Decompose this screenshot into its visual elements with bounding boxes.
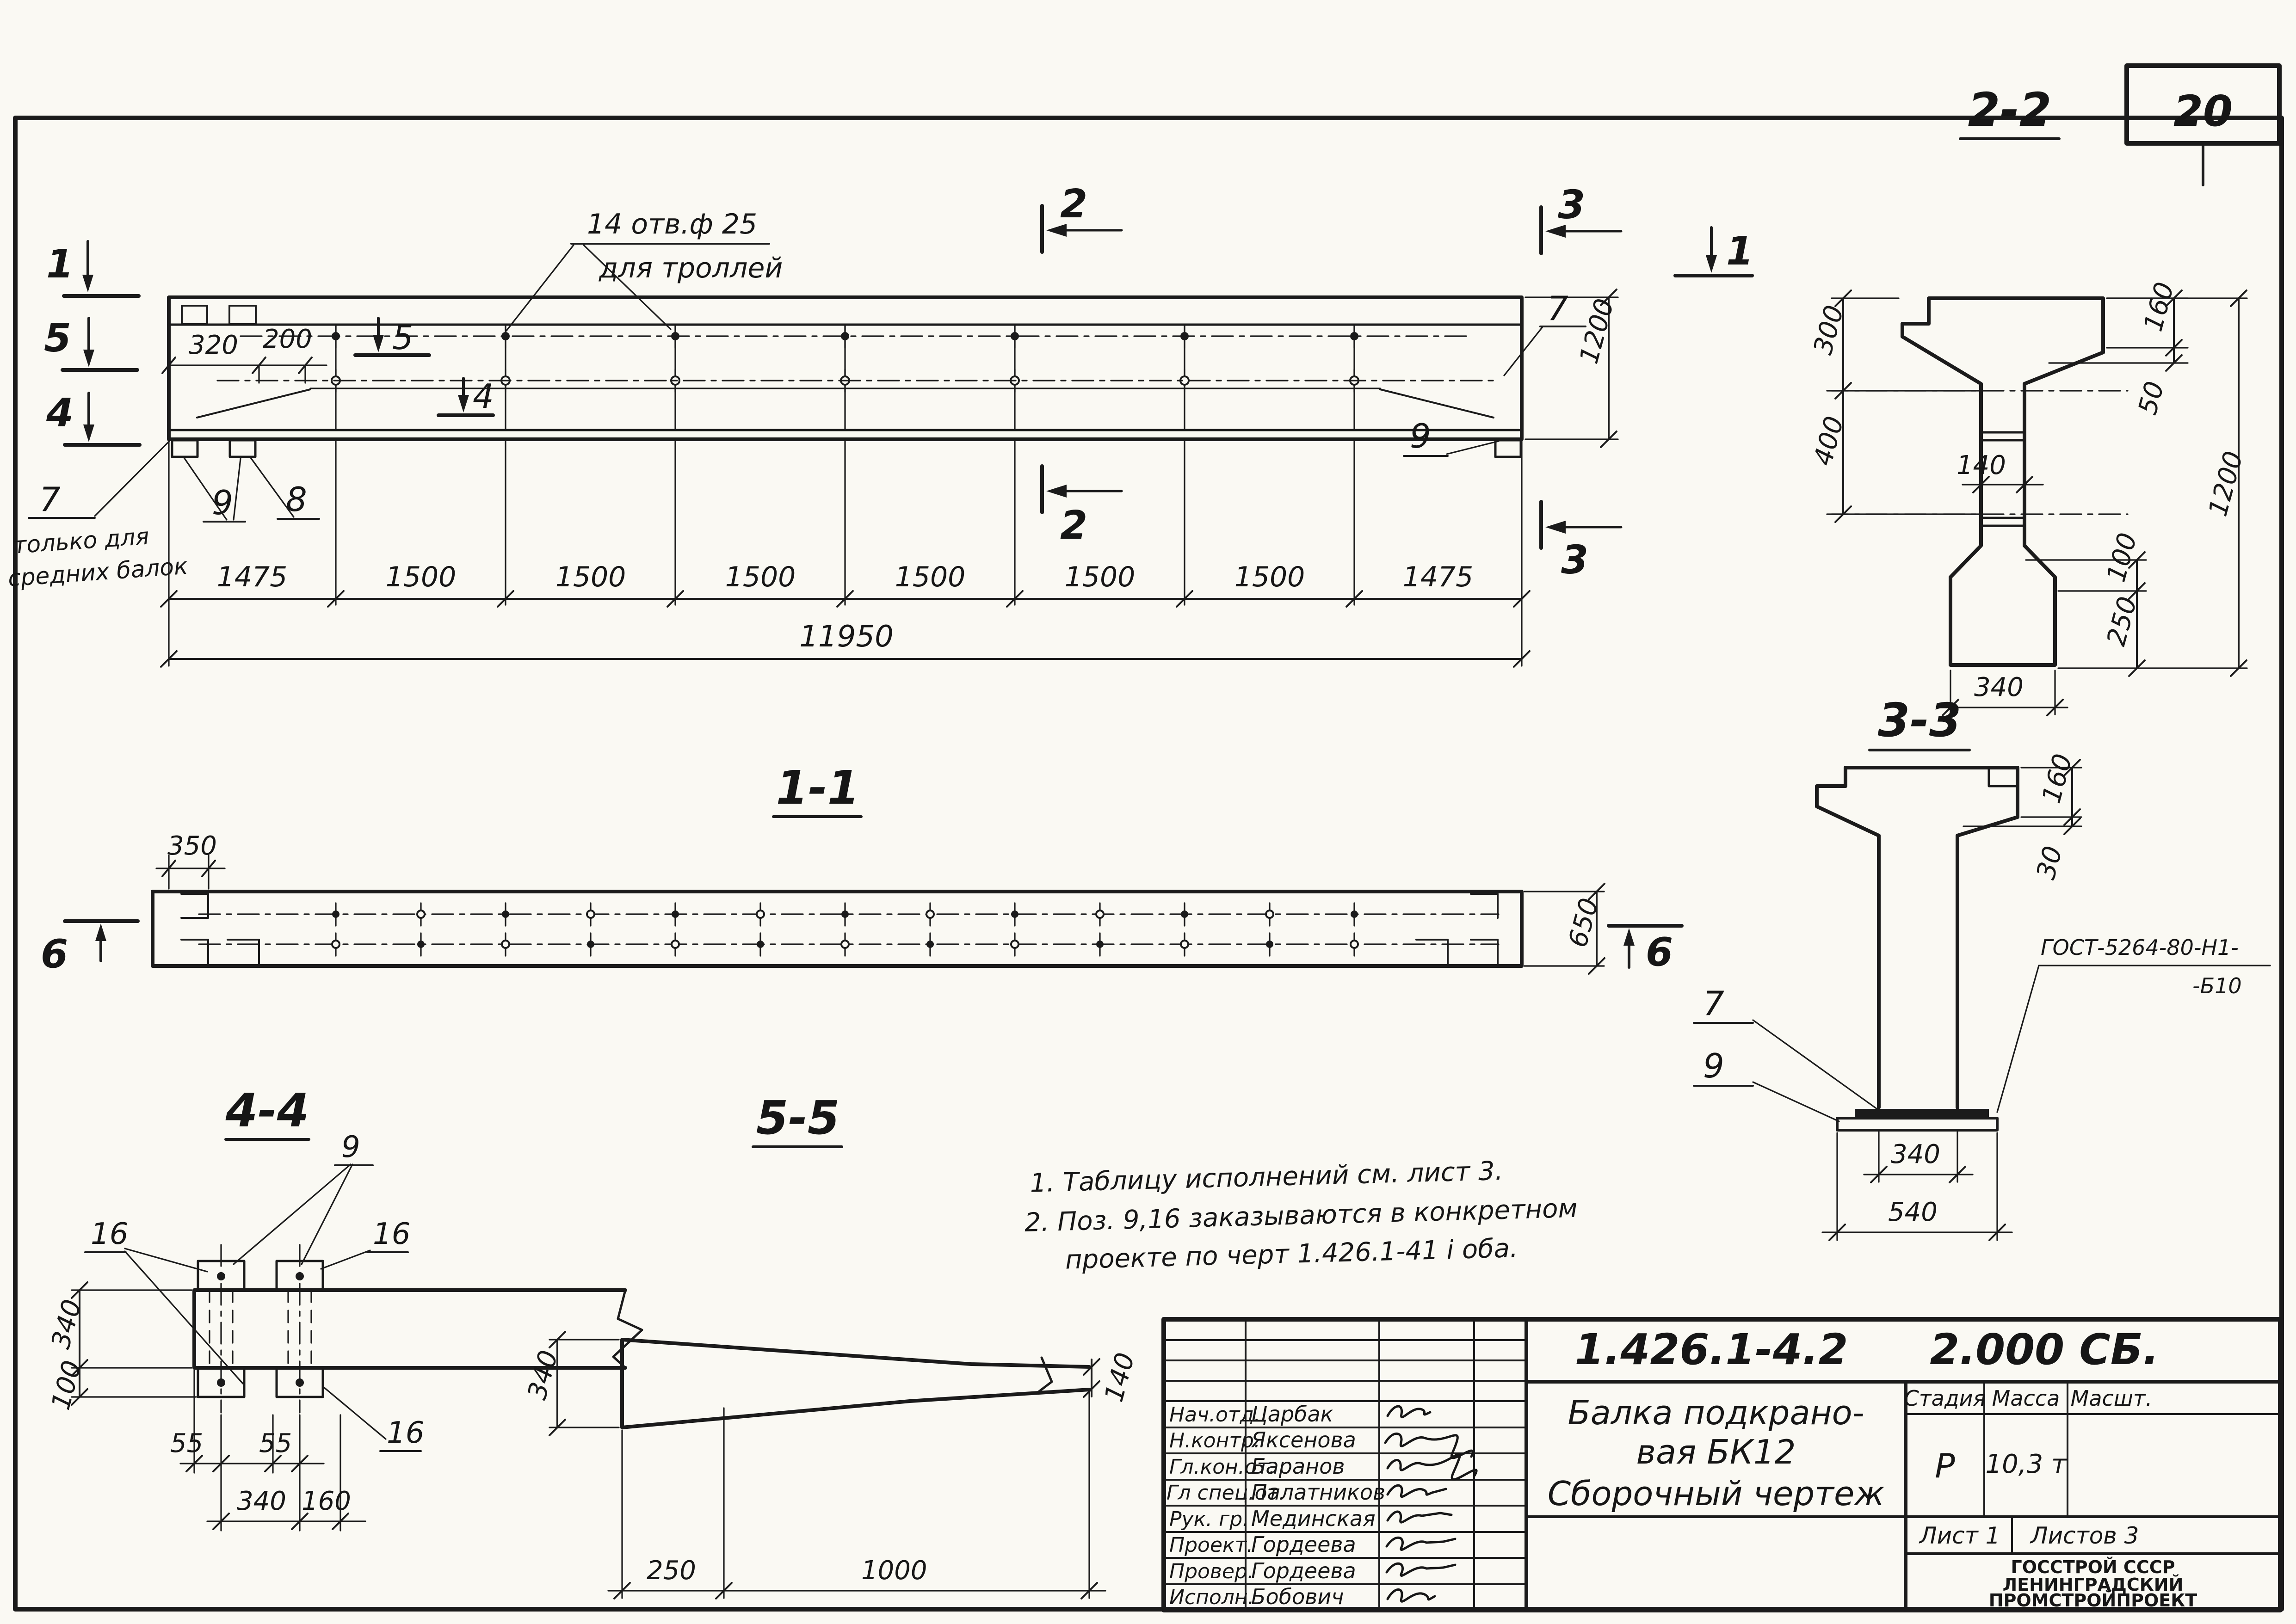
svg-text:7: 7 <box>39 480 61 519</box>
svg-text:160: 160 <box>2036 750 2079 806</box>
section-5-5-title: 5-5 <box>756 1091 840 1145</box>
svg-text:1500: 1500 <box>1234 561 1305 593</box>
row-role: Исполн. <box>1169 1586 1254 1609</box>
pos-9-44 <box>234 1130 373 1264</box>
dim-340-55 <box>522 1332 619 1435</box>
svg-text:6: 6 <box>1646 929 1673 975</box>
row-name: Мединская <box>1251 1506 1376 1531</box>
svg-text:6: 6 <box>41 931 68 977</box>
product-title-3: Сборочный чертеж <box>1547 1474 1885 1513</box>
svg-text:140: 140 <box>1957 450 2006 480</box>
svg-text:1500: 1500 <box>1064 561 1136 593</box>
doc-code-2: 2.000 СБ. <box>1930 1325 2159 1374</box>
hole-note-line1: 14 отв.ф 25 <box>587 208 758 240</box>
row-name: Палатников <box>1251 1480 1386 1505</box>
row-role: Провер. <box>1169 1560 1254 1583</box>
dim-200: 200 <box>263 324 312 354</box>
svg-text:30: 30 <box>2031 843 2068 883</box>
svg-text:1500: 1500 <box>725 561 796 593</box>
dim-320: 320 <box>189 330 238 360</box>
cut-mark-5-left <box>44 315 137 370</box>
page-number: 20 <box>2173 86 2233 136</box>
dim-350 <box>156 831 225 889</box>
sheet-count: Листов 3 <box>2031 1522 2139 1549</box>
svg-text:100: 100 <box>45 1357 88 1413</box>
product-title-1: Балка подкрано- <box>1568 1393 1864 1432</box>
signature-scribble <box>1388 1512 1451 1522</box>
svg-text:5: 5 <box>44 315 72 361</box>
note-2-cont: проекте по черт 1.426.1-41 і оба. <box>1065 1233 1518 1275</box>
svg-text:5: 5 <box>392 318 414 357</box>
svg-text:250: 250 <box>2101 593 2143 649</box>
dim-row-total <box>161 620 1530 667</box>
pos-16-bottom <box>324 1387 424 1451</box>
svg-text:1200: 1200 <box>1574 295 1620 367</box>
product-title-2: вая БК12 <box>1636 1433 1796 1471</box>
section-1-1 <box>41 761 1682 977</box>
dim-1200-right <box>1525 289 1620 447</box>
svg-text:340: 340 <box>237 1486 286 1516</box>
note-1: 1. Таблицу исполнений см. лист 3. <box>1029 1156 1504 1199</box>
cut-mark-3-top <box>1541 182 1621 253</box>
col-mass: Масса <box>1992 1386 2060 1411</box>
weld-note-line1: ГОСТ-5264-80-Н1- <box>2041 935 2239 960</box>
row-name: Гордеева <box>1251 1532 1356 1557</box>
section-3-3 <box>1694 693 2270 1240</box>
row-name: Бобович <box>1251 1584 1344 1609</box>
row-role: Н.контр. <box>1169 1429 1260 1452</box>
svg-text:100: 100 <box>2101 529 2143 585</box>
svg-text:2: 2 <box>1060 503 1088 548</box>
svg-text:650: 650 <box>1562 895 1605 951</box>
cut-mark-2-bottom <box>1042 466 1122 548</box>
signature-scribble <box>1388 1589 1435 1601</box>
pos-7-right <box>1504 289 1586 375</box>
col-scale: Масшт. <box>2070 1386 2153 1411</box>
svg-text:4: 4 <box>473 377 494 416</box>
pos-16-right <box>321 1217 410 1269</box>
svg-text:1200: 1200 <box>2203 448 2249 520</box>
dim-340-540 <box>1822 1132 2012 1240</box>
hole-note-line2: для троллей <box>599 252 783 284</box>
bearing-pad <box>172 440 198 457</box>
svg-text:1500: 1500 <box>385 561 457 593</box>
cut-mark-2-top <box>1042 181 1122 252</box>
cut-mark-6-left <box>41 921 138 977</box>
anchor-studs <box>198 1245 323 1413</box>
svg-text:340: 340 <box>1974 672 2024 702</box>
section-4-4-title: 4-4 <box>225 1083 309 1138</box>
doc-code: 1.426.1-4.2 <box>1574 1325 1848 1374</box>
svg-text:9: 9 <box>341 1130 360 1164</box>
svg-text:140: 140 <box>1099 1349 1141 1405</box>
cut-mark-3-bottom <box>1541 502 1621 583</box>
hole-note <box>506 208 783 331</box>
dim-bottom-44 <box>170 1371 365 1531</box>
pos-9-33 <box>1694 1046 1839 1121</box>
dim-650 <box>1524 884 1605 974</box>
svg-text:16: 16 <box>387 1416 425 1450</box>
elevation-view <box>5 181 1753 667</box>
note-left-line1: только для <box>12 523 150 559</box>
svg-text:55: 55 <box>170 1428 204 1458</box>
pos-9-right <box>1404 417 1499 456</box>
signature-scribble <box>1387 1538 1455 1550</box>
note-2: 2. Поз. 9,16 заказываются в конкретном <box>1024 1193 1578 1238</box>
cut-mark-4-left <box>46 390 140 445</box>
trolley-holes-top <box>241 325 1466 348</box>
title-block <box>1164 1319 2280 1611</box>
top-notch <box>229 306 256 324</box>
pos-9-left <box>184 458 245 522</box>
svg-text:1000: 1000 <box>861 1556 927 1586</box>
row-role: Проект. <box>1169 1533 1253 1557</box>
row-role: Гл спец.от. <box>1167 1481 1286 1505</box>
svg-text:400: 400 <box>1808 413 1850 469</box>
svg-text:9: 9 <box>212 483 233 522</box>
row-role: Рук. гр. <box>1169 1507 1249 1531</box>
col-stage: Стадия <box>1904 1386 1986 1411</box>
org-line-1: ГОССТРОЙ СССР <box>2011 1557 2175 1577</box>
cut-mark-1-left <box>46 241 139 296</box>
svg-text:7: 7 <box>1547 289 1568 328</box>
section-2-2-title: 2-2 <box>1968 83 2052 137</box>
svg-text:4: 4 <box>46 390 74 436</box>
stage-value: Р <box>1935 1446 1955 1485</box>
notes <box>1023 1154 1579 1276</box>
svg-text:8: 8 <box>286 480 307 519</box>
dim-300-400 <box>1808 290 1980 522</box>
svg-text:160: 160 <box>302 1486 351 1516</box>
svg-text:340: 340 <box>45 1296 88 1352</box>
bearing-pad <box>230 440 255 457</box>
svg-text:3: 3 <box>1558 182 1586 228</box>
dim-320-200 <box>162 324 327 383</box>
org-line-2: ЛЕНИНГРАДСКИЙ <box>2002 1575 2184 1595</box>
top-notch <box>182 306 207 324</box>
svg-text:350: 350 <box>167 831 217 861</box>
svg-text:250: 250 <box>647 1556 696 1586</box>
section-2-2 <box>1808 83 2249 715</box>
pos-7-left <box>5 440 188 592</box>
svg-text:16: 16 <box>91 1217 129 1251</box>
cut-mark-6-right <box>1609 926 1682 975</box>
cut-mark-4-inner <box>438 377 494 416</box>
svg-text:340: 340 <box>522 1347 564 1403</box>
svg-text:160: 160 <box>2138 279 2180 335</box>
svg-text:2: 2 <box>1060 181 1088 227</box>
svg-text:16: 16 <box>373 1217 411 1251</box>
dim-340-100-44 <box>46 1282 196 1413</box>
row-role: Гл.кон.от. <box>1169 1455 1276 1479</box>
svg-text:1: 1 <box>46 241 74 287</box>
svg-text:340: 340 <box>1891 1139 1940 1169</box>
row-name: Царбак <box>1251 1402 1333 1427</box>
row-name: Баранов <box>1251 1454 1345 1479</box>
svg-text:1500: 1500 <box>555 561 626 593</box>
section-1-1-title: 1-1 <box>776 761 860 815</box>
svg-text:9: 9 <box>1703 1046 1724 1085</box>
dim-160-30 <box>1963 751 2081 883</box>
svg-text:1500: 1500 <box>895 561 966 593</box>
signature-scribble <box>1388 1485 1446 1496</box>
row-name: Яксенова <box>1251 1427 1356 1452</box>
dim-11950: 11950 <box>799 620 894 654</box>
dim-140 <box>1957 450 2043 492</box>
cut-mark-1-right <box>1675 228 1753 276</box>
note-left-line2: средних балок <box>7 552 189 592</box>
svg-text:300: 300 <box>1808 302 1850 358</box>
row-name: Гордеева <box>1251 1558 1356 1583</box>
pos-16-left <box>85 1217 243 1384</box>
svg-text:1475: 1475 <box>216 561 288 593</box>
weld-note <box>1997 935 2270 1112</box>
section-5-5 <box>522 1091 1141 1599</box>
weld-note-line2: -Б10 <box>2192 973 2242 998</box>
dim-140-55 <box>1084 1350 1141 1405</box>
org-line-3: ПРОМСТРОЙПРОЕКТ <box>1988 1590 2197 1611</box>
svg-text:540: 540 <box>1888 1197 1938 1227</box>
sheet-number: Лист 1 <box>1920 1522 2000 1549</box>
section-4-4 <box>46 1083 642 1531</box>
svg-text:3: 3 <box>1561 537 1589 583</box>
section-3-3-title: 3-3 <box>1877 693 1962 747</box>
signature-scribble <box>1388 1406 1430 1417</box>
svg-text:1475: 1475 <box>1402 561 1474 593</box>
bearing-pad <box>1495 440 1521 457</box>
svg-text:55: 55 <box>259 1428 292 1458</box>
svg-text:9: 9 <box>1410 417 1431 455</box>
svg-text:1: 1 <box>1726 228 1754 274</box>
pos-8-left <box>251 458 319 519</box>
signature-scribble <box>1388 1454 1476 1479</box>
row-role: Нач.отд. <box>1169 1403 1260 1427</box>
svg-text:7: 7 <box>1703 984 1724 1023</box>
mass-value: 10,3 т <box>1985 1449 2067 1479</box>
svg-text:50: 50 <box>2132 378 2170 418</box>
signature-scribble <box>1387 1563 1455 1575</box>
